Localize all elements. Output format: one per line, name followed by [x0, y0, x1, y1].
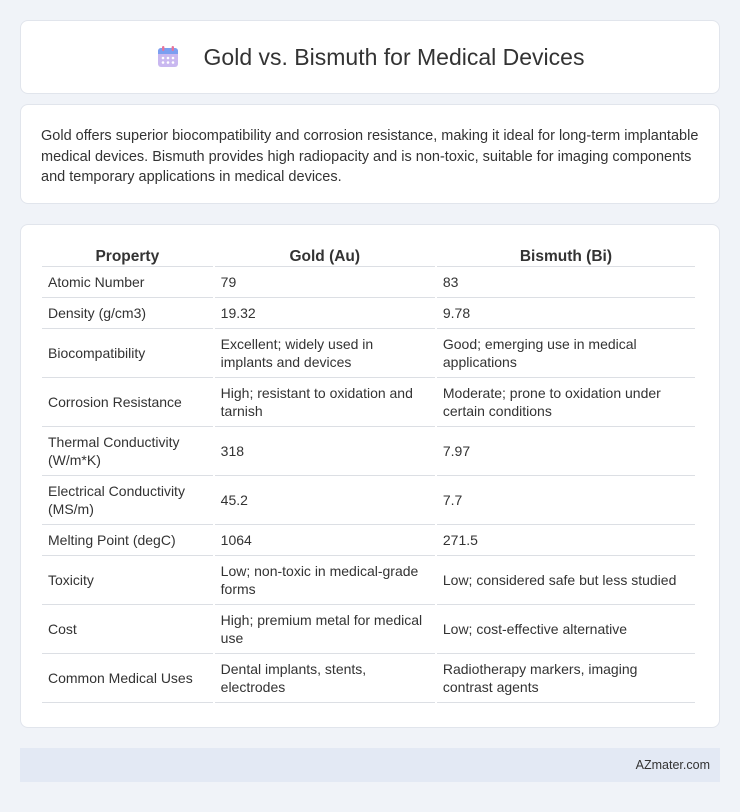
title-wrap — [156, 44, 585, 71]
summary-card — [20, 104, 720, 204]
header-property: Property — [42, 245, 213, 267]
bismuth-cell: Moderate; prone to oxidation under certain conditions — [437, 378, 695, 427]
table-row — [42, 427, 695, 476]
gold-cell: High; premium metal for medical use — [215, 605, 435, 654]
calendar-icon — [156, 45, 180, 69]
property-cell: Biocompatibility — [42, 329, 213, 378]
gold-cell: Excellent; widely used in implants and devices — [215, 329, 435, 378]
table-row — [42, 556, 695, 605]
gold-cell: 318 — [215, 427, 435, 476]
table-row — [42, 378, 695, 427]
gold-cell: High; resistant to oxidation and tarnish — [215, 378, 435, 427]
gold-cell: 79 — [215, 267, 435, 298]
gold-cell: 45.2 — [215, 476, 435, 525]
bismuth-cell: Radiotherapy markers, imaging contrast agents — [437, 654, 695, 703]
property-cell: Electrical Conductivity (MS/m) — [42, 476, 213, 525]
footer-brand: AZmater.com — [635, 758, 710, 772]
bismuth-cell: 9.78 — [437, 298, 695, 329]
table-row — [42, 605, 695, 654]
table-row — [42, 329, 695, 378]
bismuth-cell: Low; considered safe but less studied — [437, 556, 695, 605]
bismuth-cell: Low; cost-effective alternative — [437, 605, 695, 654]
gold-cell: 19.32 — [215, 298, 435, 329]
table-row — [42, 654, 695, 703]
summary-text: Gold offers superior biocompatibility and corrosion resistance, making it ideal for long-term implantable medical devices. Bismuth provides high radiopacity and is non-toxic, suitable for imaging components and temporary applications in medical devices. — [41, 128, 699, 185]
table-header-row — [42, 245, 695, 267]
table-row — [42, 476, 695, 525]
comparison-table-card — [20, 224, 720, 728]
table-row — [42, 525, 695, 556]
property-cell: Atomic Number — [42, 267, 213, 298]
footer-bar — [20, 748, 720, 782]
page-title: Gold vs. Bismuth for Medical Devices — [203, 43, 585, 70]
bismuth-cell: 271.5 — [437, 525, 695, 556]
property-cell: Common Medical Uses — [42, 654, 213, 703]
gold-cell: 1064 — [215, 525, 435, 556]
header-bismuth: Bismuth (Bi) — [437, 245, 695, 267]
bismuth-cell: Good; emerging use in medical applications — [437, 329, 695, 378]
gold-cell: Low; non-toxic in medical-grade forms — [215, 556, 435, 605]
table-row — [42, 298, 695, 329]
property-cell: Toxicity — [42, 556, 213, 605]
property-cell: Melting Point (degC) — [42, 525, 213, 556]
property-cell: Corrosion Resistance — [42, 378, 213, 427]
title-card — [20, 20, 720, 94]
table-row — [42, 267, 695, 298]
header-gold: Gold (Au) — [215, 245, 435, 267]
comparison-table — [40, 245, 697, 703]
gold-cell: Dental implants, stents, electrodes — [215, 654, 435, 703]
property-cell: Thermal Conductivity (W/m*K) — [42, 427, 213, 476]
property-cell: Density (g/cm3) — [42, 298, 213, 329]
property-cell: Cost — [42, 605, 213, 654]
bismuth-cell: 7.97 — [437, 427, 695, 476]
bismuth-cell: 7.7 — [437, 476, 695, 525]
bismuth-cell: 83 — [437, 267, 695, 298]
